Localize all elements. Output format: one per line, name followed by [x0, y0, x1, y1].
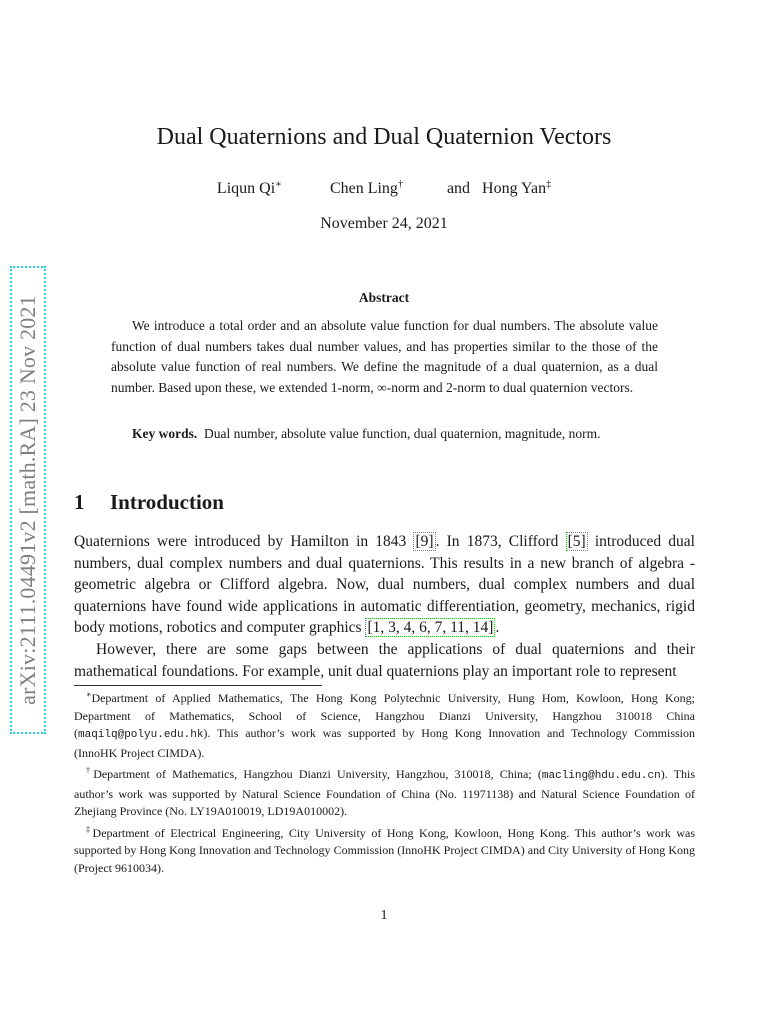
arxiv-identifier-stamp[interactable] [10, 266, 46, 734]
section-number: 1 [74, 490, 85, 514]
citation-link[interactable]: [9] [415, 533, 434, 550]
section-heading [74, 490, 224, 515]
email-link[interactable]: macling@hdu.edu.cn [541, 770, 661, 782]
footnote-mark: † [86, 766, 94, 775]
footnote-text: Department of Applied Mathematics, The Hong Kong Polytechnic University, Hung Hom, Kowloon, Hong Kong; Department of Mathematics, School of Science, Hangzhou Dianzi University, Hangzhou 310018 China ( [74, 691, 695, 740]
keywords-text: Dual number, absolute value function, dual quaternion, magnitude, norm. [204, 426, 601, 441]
author-mark: ‡ [546, 179, 552, 190]
email-link[interactable]: maqilq@polyu.edu.hk [78, 729, 204, 741]
author-ling [330, 179, 403, 198]
footnote-mark: ∗ [86, 690, 92, 699]
author-name: Hong Yan [482, 180, 547, 198]
footnote [74, 762, 695, 821]
footnote-text: ). This author’s work was supported by Hong Kong Innovation and Technology Commission (InnoHK Project CIMDA). [74, 726, 695, 760]
abstract-heading: Abstract [358, 290, 410, 305]
author-name: Liqun Qi [216, 180, 276, 198]
footnote-mark: ‡ [86, 824, 93, 834]
footnote [74, 821, 695, 878]
text-run: introduced dual numbers, dual complex numbers and dual quaternions. This results in a new branch of algebra - geometric algebra or Clifford algebra. Now, dual numbers, dual complex numbers and dual quaternions have found wide applications in automatic differentiation, geometry, mechanics, rigid body motions, robotics and computer graphics [74, 533, 695, 637]
paragraph [74, 531, 695, 639]
text-run: Quaternions were introduced by Hamilton in 1843 [74, 533, 414, 550]
text-run: . [495, 619, 500, 637]
footnote [74, 686, 695, 762]
author-line [0, 179, 768, 198]
and-word: and [446, 180, 471, 198]
author-yan [482, 179, 551, 198]
author-qi [217, 179, 282, 198]
paper-title: Dual Quaternions and Dual Quaternion Vectors [156, 124, 612, 150]
keywords-label: Key words. [132, 426, 198, 441]
footnotes [74, 686, 695, 877]
author-mark: ∗ [275, 179, 282, 190]
footnote-text: ). This author’s work was supported by Natural Science Foundation of China (No. 11971138) and Natural Science Foundation of Zhejiang Province (No. LY19A010019, LD19A010002). [74, 767, 696, 818]
footnote-text: Department of Electrical Engineering, City University of Hong Kong, Kowloon, Hong Kong. This author’s work was supported by Hong Kong Innovation and Technology Commission (InnoHK Project CIMDA) and City University of Hong Kong (Project 9610034). [74, 825, 696, 875]
keywords [111, 424, 658, 445]
abstract-text: We introduce a total order and an absolute value function for dual numbers. The absolute value function of dual numbers takes dual number values, and has properties similar to the those of the absolute value function of real numbers. We define the magnitude of a dual quaternion, as a dual number. Based upon these, we extended 1-norm, ∞-norm and 2-norm to dual quaternion vectors. [111, 318, 658, 395]
footnote-text: Department of Mathematics, Hangzhou Dianzi University, Hangzhou, 310018, China; ( [93, 767, 542, 781]
section-body [74, 531, 695, 682]
text-run: . In 1873, Clifford [435, 533, 566, 550]
citation-link[interactable]: [5] [567, 533, 586, 550]
section-title: Introduction [110, 490, 224, 514]
arxiv-id-text: arXiv:2111.04491v2 [math.RA] 23 Nov 2021 [15, 295, 40, 705]
paper-date: November 24, 2021 [320, 215, 448, 232]
author-mark: † [397, 179, 403, 190]
page-number: 1 [380, 908, 388, 923]
citation-link[interactable]: [1, 3, 4, 6, 7, 11, 14] [367, 619, 494, 637]
author-name: Chen Ling [329, 180, 398, 198]
paragraph: However, there are some gaps between the applications of dual quaternions and their mathematical foundations. For example, unit dual quaternions play an important role to represent [74, 640, 695, 680]
